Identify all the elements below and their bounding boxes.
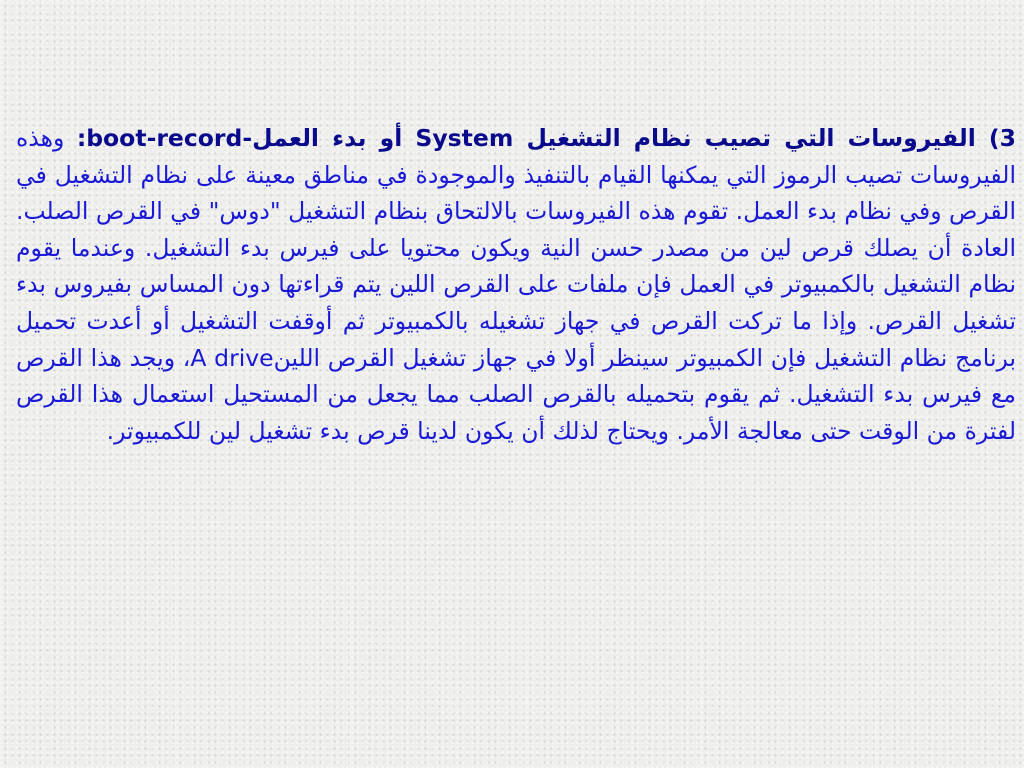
paragraph-heading: 3) الفيروسات التي تصيب نظام التشغيل System أو بدء العمل-boot-record: <box>76 124 1017 152</box>
body-paragraph <box>16 120 1016 449</box>
paragraph-body: وهذه الفيروسات تصيب الرموز التي يمكنها القيام بالتنفيذ والموجودة في مناطق معينة على نظام التشغيل في القرص وفي نظام بدء العمل. تقوم هذه الفيروسات بالالتحاق بنظام التشغيل "دوس" في القرص الصلب. العادة أن يصلك قرص لين من مصدر حسن النية ويكون محتويا على فيرس بدء التشغيل. وعندما يقوم نظام التشغيل بالكمبيوتر في العمل فإن ملفات على القرص اللين يتم قراءتها دون المساس بفيروس بدء تشغيل القرص. وإذا ما تركت القرص في جهاز تشغيله بالكمبيوتر ثم أوقفت التشغيل أو أعدت تحميل برنامج نظام التشغيل فإن الكمبيوتر سينظر أولا في جهاز تشغيل القرص اللينA drive، ويجد هذا القرص مع فيرس بدء التشغيل. ثم يقوم بتحميله بالقرص الصلب مما يجعل من المستحيل استعمال هذا القرص لفترة من الوقت حتى معالجة الأمر. ويحتاج لذلك أن يكون لدينا قرص بدء تشغيل لين للكمبيوتر. <box>16 124 1016 445</box>
